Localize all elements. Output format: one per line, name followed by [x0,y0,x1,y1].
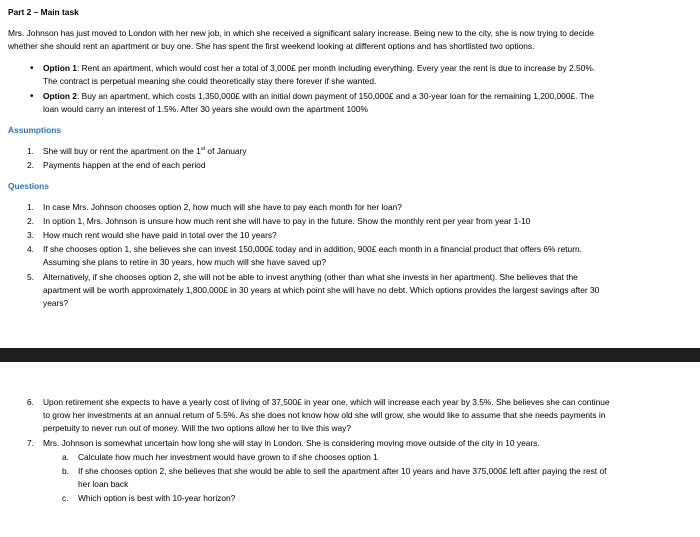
questions-heading: Questions [8,181,49,191]
intro-line-1: Mrs. Johnson has just moved to London with her new job, in which she received a significant salary increase. Being new to the city, she is now trying to decide [8,28,594,38]
question-4-line-1: If she chooses option 1, she believes she can invest 150,000£ today and in addition, 900£ each month in a financial product that offers 6% return. [43,244,582,254]
assumption-number: 1. [27,146,34,156]
question-7: Mrs. Johnson is somewhat uncertain how long she will stay in London. She is considering moving move outside of the city in 10 years. [43,438,540,448]
option-2-line-1 [43,90,594,103]
question-6-line-3: perpetuity to never run out of money. Will the two options allow her to live this way? [43,423,352,433]
option-2-line-2: loan would carry an interest of 1.5%. After 30 years she would own the apartment 100% [43,104,368,114]
option-2-label: Option 2 [43,91,77,101]
assumption-1-text: She will buy or rent the apartment on the 1 [43,146,201,156]
option-1-label: Option 1 [43,63,77,73]
question-number: 1. [27,202,34,212]
question-2: In option 1, Mrs. Johnson is unsure how much rent she will have to pay in the future. Show the monthly rent per year from year 1-10 [43,216,531,226]
option-1-line-1 [43,62,595,75]
document-page-2 [0,362,700,537]
option-1-line-2: The contract is perpetual meaning she could theoretically stay there forever if she wanted. [43,76,377,86]
question-1: In case Mrs. Johnson chooses option 2, how much will she have to pay each month for her loan? [43,202,402,212]
subquestion-b-line-2: her loan back [78,479,129,489]
subquestion-letter: a. [62,452,69,462]
question-number: 3. [27,230,34,240]
subquestion-c: Which option is best with 10-year horizon? [78,493,236,503]
question-6-line-1: Upon retirement she expects to have a yearly cost of living of 37,500£ in year one, which will increase each year by 3.5%. She believes she can continue [43,397,610,407]
question-5-line-1: Alternatively, if she chooses option 2, she will not be able to invest anything (other than what she invests in her apartment). She believes that the [43,272,578,282]
subquestion-letter: b. [62,466,69,476]
question-number: 5. [27,272,34,282]
question-3: How much rent would she have paid in total over the 10 years? [43,230,277,240]
assumptions-heading: Assumptions [8,125,62,135]
subquestion-a: Calculate how much her investment would have grown to if she chooses option 1 [78,452,378,462]
question-6-line-2: to grow her investments at an annual return of 5.5%. As she does not know how old she will grow, she would like to assume that she needs payments in [43,410,606,420]
question-number: 6. [27,397,34,407]
assumption-1-text-end: of January [205,146,247,156]
subquestion-b-line-1: If she chooses option 2, she believes that she would be able to sell the apartment after 10 years and have 375,000£ left after paying the rest of [78,466,607,476]
assumption-number: 2. [27,160,34,170]
part-title: Part 2 – Main task [8,7,79,17]
bullet-icon: • [30,63,34,74]
subquestion-letter: c. [62,493,69,503]
page-break [0,348,700,362]
assumption-1-superscript: st [200,146,206,153]
intro-line-2: whether she should rent an apartment or buy one. She has spent the first weekend looking at different options and has shortlisted two options. [8,41,535,51]
option-2-text: : Buy an apartment, which costs 1,350,000£ with an initial down payment of 150,000£ and a 30-year loan for the remaining 1,200,000£. The [76,91,595,101]
question-5-line-2: apartment will be worth approximately 1,800,000£ in 30 years at which point she will have no debt. Which options provides the largest savings after 30 [43,285,600,295]
question-4-line-2: Assuming she plans to retire in 30 years, how much will she have saved up? [43,257,327,267]
bullet-icon: • [30,91,34,102]
question-number: 4. [27,244,34,254]
question-5-line-3: years? [43,298,69,308]
assumption-2: Payments happen at the end of each period [43,160,206,170]
assumption-1 [43,145,247,158]
question-number: 7. [27,438,34,448]
question-number: 2. [27,216,34,226]
option-1-text: : Rent an apartment, which would cost her a total of 3,000£ per month including everything. Every year the rent is due to increase by 2.50%. [76,63,596,73]
